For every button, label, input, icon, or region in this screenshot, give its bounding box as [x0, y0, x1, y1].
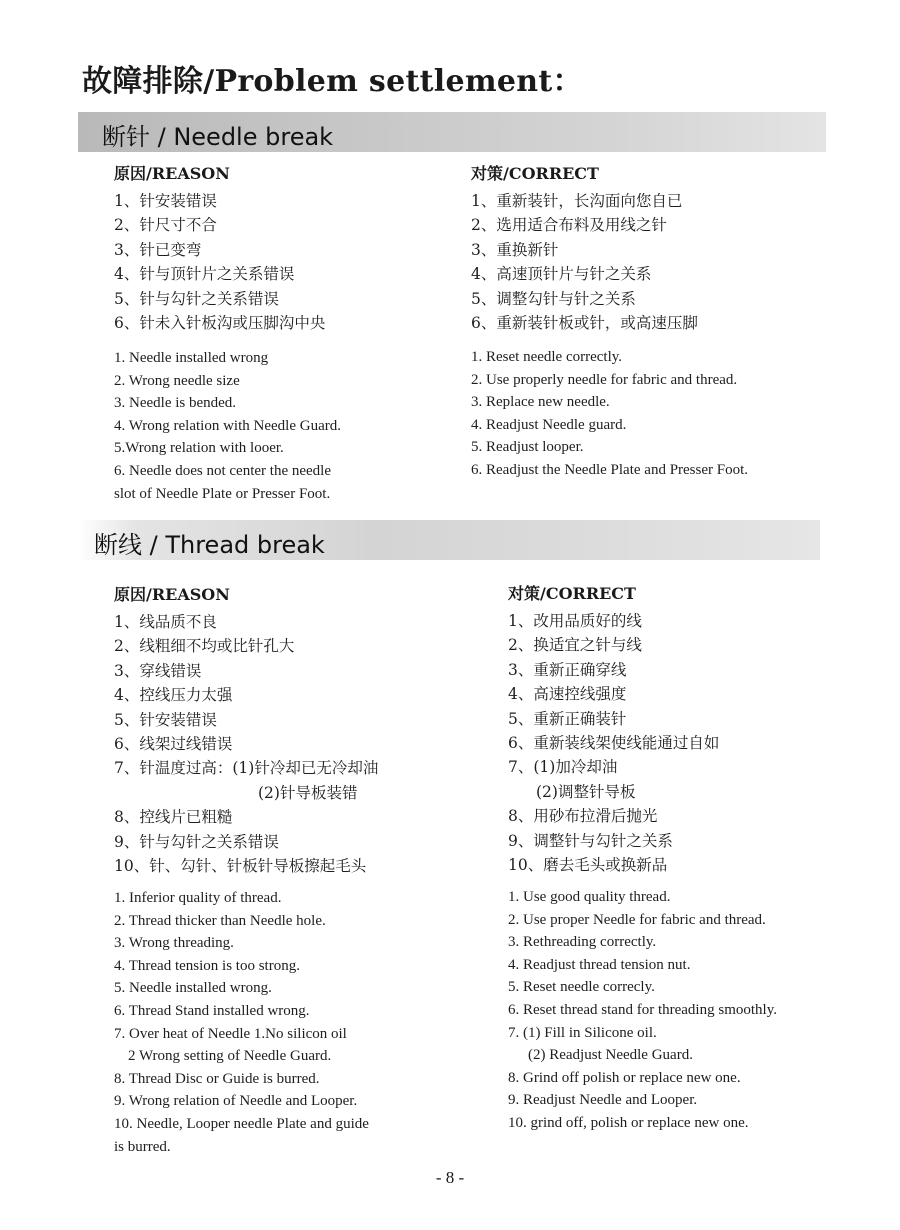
reason-list-en	[114, 347, 341, 505]
list-item: 7. (1) Fill in Silicone oil.	[508, 1024, 657, 1041]
list-item: 5、重新正确装针	[508, 709, 627, 728]
reason-header: 原因/REASON	[114, 164, 230, 183]
needle-break-reason-en	[114, 347, 341, 505]
list-item: 7. Over heat of Needle 1.No silicon oil	[114, 1025, 347, 1042]
list-item: 3、针已变弯	[114, 240, 202, 259]
list-item: 8、控线片已粗糙	[114, 808, 233, 827]
list-item: 3、重换新针	[471, 240, 559, 259]
list-item: 2 Wrong setting of Needle Guard.	[128, 1048, 332, 1065]
list-item: 1. Needle installed wrong	[114, 350, 269, 366]
list-item: 2、选用适合布料及用线之针	[471, 216, 667, 235]
list-item: 8、用砂布拉滑后抛光	[508, 807, 658, 826]
needle-break-reason-column	[114, 162, 325, 335]
list-item: 1. Reset needle correctly.	[471, 349, 623, 365]
list-item: 7、(1)加冷却油	[508, 758, 618, 777]
list-item: 6. Thread Stand installed wrong.	[114, 1002, 310, 1019]
list-item: 4、高速顶针片与针之关系	[471, 265, 652, 284]
needle-break-correct-en	[471, 346, 748, 482]
section-title: 断线 / Thread break	[94, 531, 325, 559]
list-item: (2) Readjust Needle Guard.	[528, 1047, 693, 1064]
list-item: 5、调整勾针与针之关系	[471, 289, 636, 308]
correct-header: 对策/CORRECT	[471, 164, 599, 183]
list-item: 4、高速控线强度	[508, 685, 627, 704]
list-item: 6、重新装线架使线能通过自如	[508, 734, 720, 753]
thread-break-correct-column	[508, 582, 719, 877]
list-item: 2. Wrong needle size	[114, 372, 240, 389]
list-item: 8. Thread Disc or Guide is burred.	[114, 1070, 320, 1087]
list-item: 6、针未入针板沟或压脚沟中央	[114, 314, 326, 333]
list-item: 2. Use properly needle for fabric and thread.	[471, 371, 738, 388]
list-item: 9. Wrong relation of Needle and Looper.	[114, 1093, 358, 1110]
list-item: 3. Needle is bended.	[114, 395, 237, 412]
list-item: 8. Grind off polish or replace new one.	[508, 1069, 741, 1086]
list-item: 6. Reset thread stand for threading smoothly.	[508, 1001, 777, 1018]
reason-header: 原因/REASON	[114, 585, 230, 604]
list-item: 7、针温度过高：(1)针冷却已无冷却油	[114, 759, 379, 778]
list-item: 2. Thread thicker than Needle hole.	[114, 912, 326, 929]
thread-break-reason-column	[114, 583, 378, 878]
page-title: 故障排除/Problem settlement：	[82, 64, 583, 99]
correct-header: 对策/CORRECT	[508, 584, 636, 603]
list-item: 6. Readjust the Needle Plate and Presser Foot.	[471, 461, 749, 478]
list-item: 5. Readjust looper.	[471, 439, 584, 456]
correct-list-en	[508, 886, 777, 1135]
list-item: 2、针尺寸不合	[114, 216, 217, 235]
needle-break-correct-column	[471, 162, 698, 335]
reason-list-cn	[114, 189, 325, 335]
list-item: 2、换适宜之针与线	[508, 636, 642, 655]
list-item: 1、线品质不良	[114, 613, 217, 631]
list-item: 5.Wrong relation with looer.	[114, 440, 284, 457]
list-item: 4. Thread tension is too strong.	[114, 957, 300, 974]
list-item: 1. Inferior quality of thread.	[114, 890, 282, 906]
list-item: 1、针安装错误	[114, 192, 217, 210]
list-item: 5、针与勾针之关系错误	[114, 289, 279, 308]
list-item: 2. Use proper Needle for fabric and thread.	[508, 911, 766, 928]
list-item: 4、控线压力太强	[114, 686, 233, 705]
list-item: 6、线架过线错误	[114, 735, 233, 754]
list-item: 3、穿线错误	[114, 661, 202, 680]
list-item: 10. Needle, Looper needle Plate and guide	[114, 1115, 369, 1132]
list-item: 1. Use good quality thread.	[508, 889, 671, 905]
list-item: 2、线粗细不均或比针孔大	[114, 637, 295, 656]
list-item: is burred.	[114, 1138, 171, 1155]
list-item: 6、重新装针板或针，或高速压脚	[471, 314, 698, 333]
list-item: 1、重新装针，长沟面向您自已	[471, 192, 683, 210]
list-item: 9. Readjust Needle and Looper.	[508, 1092, 698, 1109]
list-item: (2)调整针导板	[536, 782, 636, 801]
list-item: 6. Needle does not center the needle	[114, 462, 331, 479]
list-item: 5. Needle installed wrong.	[114, 980, 272, 997]
page-number: - 8 -	[435, 1168, 465, 1187]
list-item: 10. grind off, polish or replace new one.	[508, 1114, 749, 1131]
list-item: slot of Needle Plate or Presser Foot.	[114, 485, 331, 502]
list-item: 10、针、勾针、针板针导板擦起毛头	[114, 857, 367, 876]
correct-list-cn	[508, 609, 719, 877]
list-item: 3、重新正确穿线	[508, 660, 627, 679]
correct-list-en	[471, 346, 748, 482]
thread-break-correct-en	[508, 886, 777, 1135]
correct-list-cn	[471, 189, 698, 335]
thread-break-reason-en	[114, 887, 369, 1158]
list-item: 9、针与勾针之关系错误	[114, 832, 279, 851]
list-item: 3. Wrong threading.	[114, 935, 234, 952]
list-item: 4. Readjust Needle guard.	[471, 416, 627, 433]
list-item: 3. Replace new needle.	[471, 394, 610, 411]
list-item: 10、磨去毛头或换新品	[508, 856, 668, 875]
section-header-needle-break	[78, 112, 826, 152]
list-item: 5. Reset needle correcly.	[508, 979, 655, 996]
list-item: 9、调整针与勾针之关系	[508, 831, 673, 850]
list-item: 4、针与顶针片之关系错误	[114, 265, 295, 284]
list-item: 4. Readjust thread tension nut.	[508, 956, 691, 973]
list-item: 4. Wrong relation with Needle Guard.	[114, 417, 341, 434]
list-item: (2)针导板装错	[258, 783, 358, 802]
list-item: 5、针安装错误	[114, 710, 217, 729]
list-item: 1、改用品质好的线	[508, 612, 642, 630]
section-header-thread-break	[78, 520, 820, 560]
section-title: 断针 / Needle break	[102, 123, 334, 151]
reason-list-cn	[114, 610, 378, 878]
reason-list-en	[114, 887, 369, 1158]
list-item: 3. Rethreading correctly.	[508, 934, 657, 951]
